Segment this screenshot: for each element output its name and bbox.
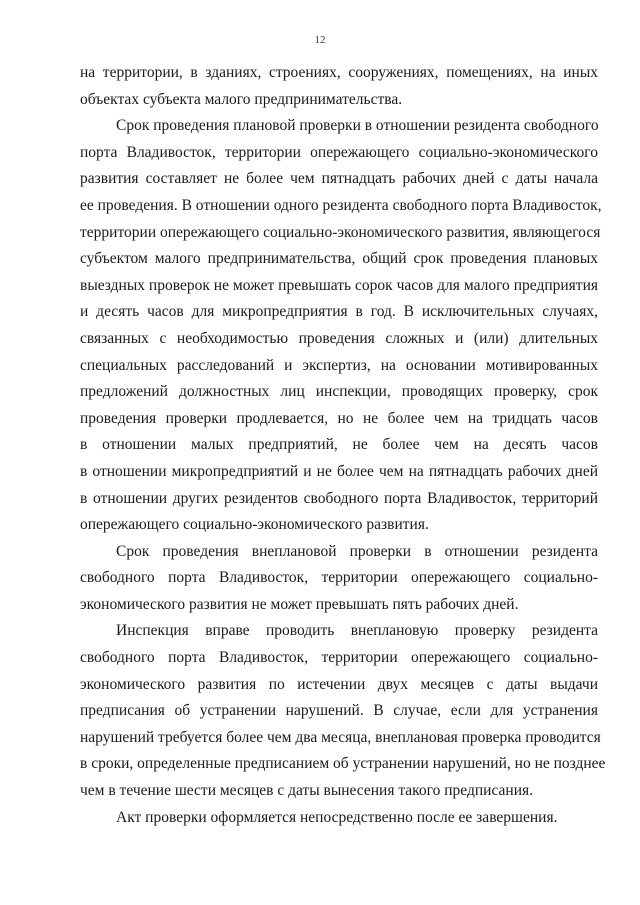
text-line: проведения проверки продлевается, но не более чем на тридцать часов <box>80 409 598 427</box>
text-line: свободного порта Владивосток, территории опережающего социально- <box>80 569 598 587</box>
text-line: экономического развития по истечении двух месяцев с даты выдачи <box>80 675 598 693</box>
text-line: опережающего социально-экономического развития. <box>80 516 429 534</box>
text-line: предписания об устранении нарушений. В случае, если для устранения <box>80 702 598 720</box>
text-line: связанных с необходимостью проведения сложных и (или) длительных <box>80 329 598 347</box>
text-line: Акт проверки оформляется непосредственно после ее завершения. <box>116 808 558 826</box>
text-line: на территории, в зданиях, строениях, сооружениях, помещениях, на иных <box>80 64 598 81</box>
document-body <box>80 60 606 831</box>
text-line: специальных расследований и экспертиз, на основании мотивированных <box>80 356 598 374</box>
text-line: Срок проведения плановой проверки в отношении резидента свободного <box>116 117 599 135</box>
text-line: субъектом малого предпринимательства, общий срок проведения плановых <box>80 250 598 268</box>
text-line: выездных проверок не может превышать сорок часов для малого предприятия <box>80 276 598 294</box>
text-line: Срок проведения внеплановой проверки в отношении резидента <box>116 542 598 560</box>
page-number: 12 <box>314 34 326 46</box>
text-line: ее проведения. В отношении одного резидента свободного порта Владивосток, <box>80 196 602 214</box>
text-line: объектах субъекта малого предпринимательства. <box>80 90 403 108</box>
text-line: чем в течение шести месяцев с даты вынесения такого предписания. <box>80 782 534 800</box>
text-line: экономического развития не может превышать пять рабочих дней. <box>80 595 519 613</box>
text-line: в отношении других резидентов свободного порта Владивосток, территорий <box>80 489 598 507</box>
text-line: территории опережающего социально-экономического развития, являющегося <box>80 223 601 241</box>
text-line: в сроки, определенные предписанием об устранении нарушений, но не позднее <box>80 755 606 773</box>
text-line: и десять часов для микропредприятия в год. В исключительных случаях, <box>80 303 598 321</box>
text-line: в отношении микропредприятий и не более чем на пятнадцать рабочих дней <box>80 462 598 480</box>
text-line: нарушений требуется более чем два месяца, внеплановая проверка проводится <box>80 728 601 746</box>
text-line: развития составляет не более чем пятнадцать рабочих дней с даты начала <box>80 170 598 188</box>
text-line: в отношении малых предприятий, не более чем на десять часов <box>80 436 598 454</box>
text-line: порта Владивосток, территории опережающего социально-экономического <box>80 143 598 161</box>
text-line: Инспекция вправе проводить внеплановую проверку резидента <box>116 622 598 640</box>
text-line: свободного порта Владивосток, территории опережающего социально- <box>80 649 598 667</box>
text-line: предложений должностных лиц инспекции, проводящих проверку, срок <box>80 383 598 401</box>
